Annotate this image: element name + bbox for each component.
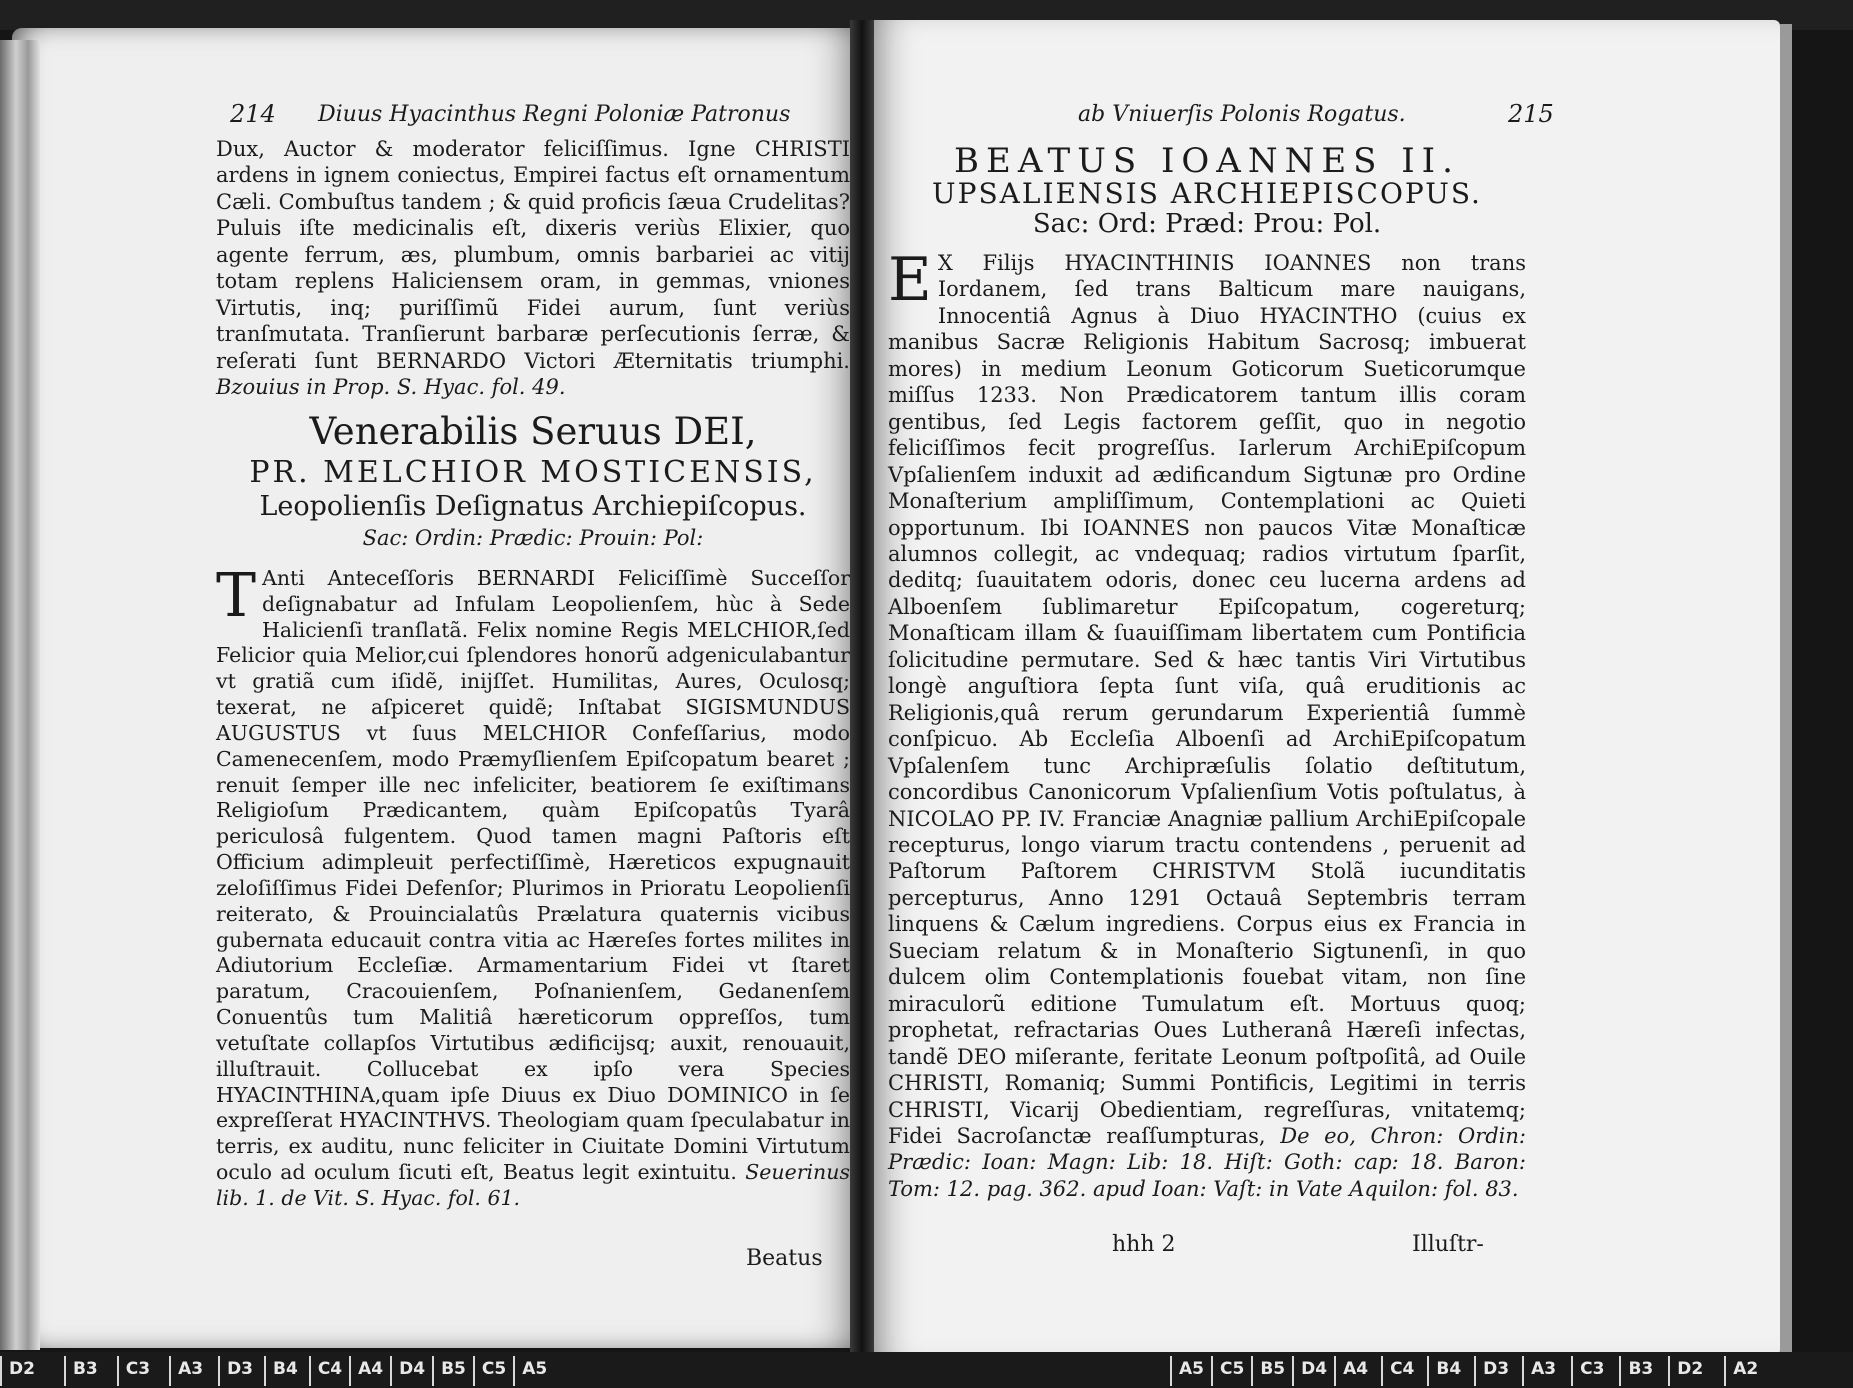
film-tabs-left (0, 1356, 554, 1386)
film-tab: C5 (473, 1356, 513, 1386)
left-paragraph-2-text: Anti Anteceſſoris BERNARDI Feliciſſimè Succeſſor deſignabatur ad Infulam Leopolienſem, hùc à Sede Halicienſi tranſlatã. Felix nomine Regis MELCHIOR,ſed Felicior quia Melior,cui ſplendores honorũ adgeniculabantur vt gratiã cum iſidẽ, inijſſet. Humilitas, Aures, Oculosq; texerat, ne aſpiceret quidẽ; Inſtabat SIGISMUNDUS AUGUSTUS vt ſuus MELCHIOR Confeſſarius, modo Camenecenſem, modo Præmyſlienſem Epiſcopatum bearet ; renuit ſemper ille nec infeliciter, beatiorem ſe exiſtimans Religioſum Prædicantem, quàm Epiſcopatûs Tyarâ periculosâ fulgentem. Quod tamen magni Paſtoris eſt Officium adimpleuit perfectiſſimè, Hæreticos expugnauit zeloſiſſimus Fidei Defenſor; Plurimos in Prioratu Leopolienſi reiterato, & Prouincialatûs Prælatura quaternis vicibus gubernata educauit contra vitia ac Hæreſes fortes milites in Adiutorium Eccleſiæ. Armamentarium Fidei vt ſtaret paratum, Cracouienſem, Poſnanienſem, Gedanenſem Conuentûs tum Malitiâ hæreticorum oppreſſos, tum vetuſtate collapſos Virtutibus ædificijsq; auxit, renouauit, illuſtrauit. Collucebat ex ipſo vera Species HYACINTHINA,quam ipſe Diuus ex Diuo DOMINICO in ſe expreſſerat HYACINTHVS. Theologiam quam ſpeculabatur in terris, ex auditu, nunc feliciter in Ciuitate Domini Virtutum oculo ad oculum ſicuti eſt, Beatus legit exintuitu. (216, 566, 850, 1185)
film-tab: D4 (1292, 1356, 1334, 1386)
right-paragraph (888, 245, 1526, 1202)
left-paragraph-1-source: Bzouius in Prop. S. Hyac. fol. 49. (216, 375, 566, 400)
film-tab: D2 (1668, 1356, 1710, 1386)
film-tab: A3 (169, 1356, 210, 1386)
left-section-subtitle: PR. MELCHIOR MOSTICENSIS, (249, 455, 817, 490)
film-tab: B4 (1427, 1356, 1468, 1386)
right-paragraph-source: De eo, Chron: Ordin: Prædic: Ioan: Magn: Lib: 18. Hiſt: Goth: cap: 18. Baron: Tom: 12. pag. 362. apud Ioan: Vaſt: in Vate Aquilon: fol. 83. (888, 1123, 1526, 1201)
film-tab: A4 (1334, 1356, 1375, 1386)
film-tab: A3 (1522, 1356, 1563, 1386)
film-tab: B3 (1619, 1356, 1660, 1386)
film-tab: A5 (1170, 1356, 1211, 1386)
right-section-subtitle-2: Sac: Ord: Præd: Prou: Pol. (1032, 209, 1382, 239)
right-running-head: ab Vniuerſis Polonis Rogatus. (1078, 102, 1406, 127)
left-dropcap: T (216, 561, 257, 631)
book-gutter (850, 20, 874, 1360)
right-catchword: Illuſtr- (1412, 1232, 1484, 1257)
right-dropcap: E (888, 245, 932, 315)
left-paragraph-1 (216, 136, 850, 401)
left-paragraph-2-source: Seuerinus lib. 1. de Vit. S. Hyac. fol. 61. (216, 1160, 850, 1210)
left-paragraph-2 (216, 561, 850, 1212)
right-section-title: BEATUS IOANNES II. (954, 141, 1460, 181)
film-tab: C3 (1571, 1356, 1611, 1386)
left-section-subtitle-2: Leopolienſis Deſignatus Archiepiſcopus. (259, 491, 807, 522)
film-tab: D3 (218, 1356, 260, 1386)
film-tab: D4 (390, 1356, 432, 1386)
film-tab: B3 (64, 1356, 105, 1386)
film-tab: D2 (0, 1356, 42, 1386)
film-tab: B5 (1251, 1356, 1292, 1386)
left-catchword: Beatus (746, 1246, 823, 1271)
left-section-subtitle-3: Sac: Ordin: Prædic: Prouin: Pol: (362, 526, 704, 550)
film-tab: D3 (1474, 1356, 1516, 1386)
left-section-title: Venerabilis Seruus DEI, (309, 410, 757, 453)
left-paragraph-1-text: Dux, Auctor & moderator feliciſſimus. Igne CHRISTI ardens in ignem coniectus, Empirei factus eſt ornamentum Cæli. Combuſtus tandem ; & quid proficis ſæua Crudelitas? Puluis iſte medicinalis eſt, dixeris veriùs Elixier, quo agente ferrum, æs, plumbum, omnis barbariei ac vitij totam replens Haliciensem oram, in gemmas, vniones Virtutis, inq; puriſſimũ Fidei aurum, ſunt veriùs tranſmutata. Tranſierunt barbaræ perſecutionis ſerræ, & reſerati ſunt BERNARDO Victori Æternitatis triumphi. (216, 137, 850, 373)
left-running-head: Diuus Hyacinthus Regni Poloniæ Patronus (318, 102, 791, 127)
film-tab: B4 (264, 1356, 305, 1386)
film-tab: B5 (432, 1356, 473, 1386)
film-tab: A5 (513, 1356, 554, 1386)
left-page-number: 214 (230, 100, 276, 128)
film-tabs-right (1170, 1356, 1765, 1386)
right-page-edges (1780, 24, 1792, 1354)
film-tab: C5 (1211, 1356, 1251, 1386)
film-tab: A2 (1724, 1356, 1765, 1386)
film-tab: C3 (117, 1356, 157, 1386)
right-page-number: 215 (1508, 100, 1554, 128)
left-page-edges (0, 40, 40, 1350)
film-tab: C4 (309, 1356, 349, 1386)
right-paragraph-text: X Filijs HYACINTHINIS IOANNES non trans Iordanem, ſed trans Balticum mare nauigans, Innocentiâ Agnus à Diuo HYACINTHO (cuius ex manibus Sacræ Religionis Habitum Sacrosq; imbuerat mores) in medium Leonum Goticorum Sueticorumque miſſus 1233. Non Prædicatorem tantum illis coram gentibus, ſed Legis factorem geſſit, quo in negotio feliciſſimos fecit progreſſus. Iarlerum ArchiEpiſcopum Vpſalienſem induxit ad ædificandum Sigtunæ pro Ordine Monaſterium ampliſſimum, Contemplationi ac Quieti opportunum. Ibi IOANNES non paucos Vitæ Monaſticæ alumnos collegit, ac vndequaq; radios virtutum ſparſit, deditq; ſuauitatem odoris, donec ceu lucerna ardens ad Alboenſem ſublimaretur Epiſcopatum, cogereturq; Monaſticam illam & ſuauiſſimam libertatem cum Pontificia ſolicitudine permutare. Sed & hæc tantis Viri Virtutibus longè anguſtiora ſepta ſunt viſa, quâ eruditionis ac Religionis,quâ rerum gerundarum Experientiâ ſummè conſpicuo. Ab Eccleſia Alboenſi ad ArchiEpiſcopatum Vpſalenſem tunc Archipræſulis ſolatio deſtitutum, concordibus Canonicorum Vpſalienſium Votis poſtulatus, à NICOLAO PP. IV. Franciæ Anagniæ pallium ArchiEpiſcopale recepturus, longo viarum tractu contendens , peruenit ad Paſtorum Paſtorem CHRISTVM Stolã iucunditatis percepturus, Anno 1291 Octauâ Septembris terram linquens & Cælum ingrediens. Corpus eius ex Francia in Sueciam relatum & in Monaſterio Sigtunenſi, in quo dulcem olim Contemplationis fouebat vitam, non ſine miraculorũ editione Tumulatum eſt. Mortuus quoq; prophetat, refractarias Oues Lutheranâ Hæreſi infectas, tandẽ DEO miſerante, feritate Leonum poſtpoſitâ, ad Ouile CHRISTI, Romaniq; Summi Pontificis, Legitimi in terris CHRISTI, Vicarij Obedientiam, regreſſuras, vnitatemq; Fidei Sacroſanctæ reaſſumpturas, (888, 251, 1526, 1148)
film-tab: A4 (349, 1356, 390, 1386)
film-tab: C4 (1381, 1356, 1421, 1386)
right-section-subtitle: UPSALIENSIS ARCHIEPISCOPUS. (932, 177, 1482, 210)
signature-mark: hhh 2 (1112, 1232, 1176, 1257)
